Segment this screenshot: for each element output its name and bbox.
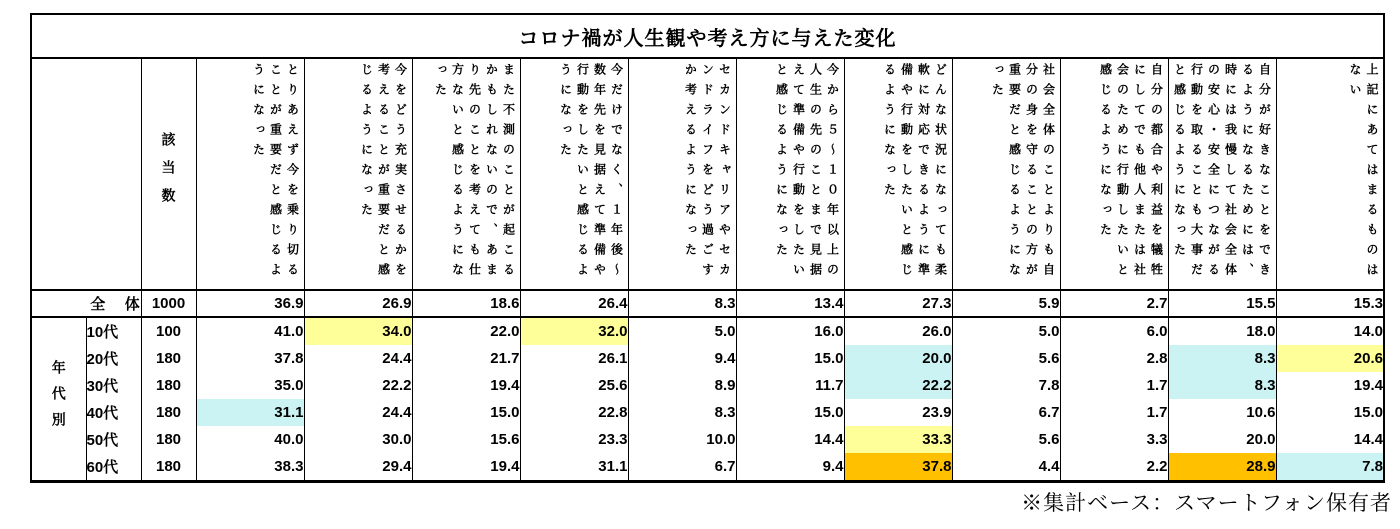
survey-table (30, 13, 1385, 483)
value-cell: 26.1 (520, 345, 628, 372)
value-cell: 27.3 (844, 290, 952, 317)
value-cell: 10.6 (1168, 399, 1276, 426)
value-cell: 6.7 (952, 399, 1060, 426)
value-cell: 8.3 (1168, 345, 1276, 372)
value-cell: 1.7 (1060, 372, 1168, 399)
value-cell: 5.0 (628, 317, 736, 345)
count-cell: 180 (141, 372, 196, 399)
row-label-cell: 30代 (86, 372, 141, 399)
value-cell: 7.8 (1276, 453, 1384, 482)
table-row-50代 (31, 426, 1384, 453)
row-label-cell (31, 290, 160, 317)
column-header-11 (1276, 58, 1384, 290)
count-cell: 180 (141, 345, 196, 372)
value-cell: 8.3 (628, 399, 736, 426)
column-header-text: また不測のことが起こるかもしれないので、あまり先のことを考えても仕方ないと感じるようになった (433, 63, 516, 283)
value-cell: 26.0 (844, 317, 952, 345)
value-cell: 15.3 (1276, 290, 1384, 317)
value-cell: 11.7 (736, 372, 844, 399)
value-cell: 19.4 (412, 372, 520, 399)
value-cell: 19.4 (412, 453, 520, 482)
value-cell: 15.0 (736, 345, 844, 372)
column-header-text: 上記にあてはまるものはない (1348, 63, 1379, 283)
value-cell: 38.3 (196, 453, 304, 482)
value-cell: 37.8 (844, 453, 952, 482)
value-cell: 14.4 (1276, 426, 1384, 453)
value-cell: 13.4 (736, 290, 844, 317)
column-header-10 (1168, 58, 1276, 290)
value-cell: 22.2 (844, 372, 952, 399)
column-header-8 (952, 58, 1060, 290)
value-cell: 14.0 (1276, 317, 1384, 345)
column-header-text: 社会全体のことよりも自分の身を守ることの方が重要だと感じるようになった (990, 63, 1056, 283)
value-cell: 2.8 (1060, 345, 1168, 372)
value-cell: 35.0 (196, 372, 304, 399)
value-cell: 21.7 (412, 345, 520, 372)
row-label-cell: 10代 (86, 317, 141, 345)
row-label-cell: 20代 (86, 345, 141, 372)
value-cell: 26.9 (304, 290, 412, 317)
column-header-9 (1060, 58, 1168, 290)
value-cell: 37.8 (196, 345, 304, 372)
column-header-4 (520, 58, 628, 290)
value-cell: 29.4 (304, 453, 412, 482)
value-cell: 22.2 (304, 372, 412, 399)
value-cell: 25.6 (520, 372, 628, 399)
value-cell: 5.6 (952, 426, 1060, 453)
table-row-30代 (31, 372, 1384, 399)
corner-cell (31, 58, 141, 290)
footnote: ※集計ベース：スマートフォン保有者 (1021, 492, 1392, 515)
title-row (31, 14, 1384, 58)
column-header-1 (196, 58, 304, 290)
column-header-6 (736, 58, 844, 290)
column-header-text: 今をどう充実させるかを考えることが重要だと感じるようになった (359, 63, 408, 283)
column-header-text: とりあえず今を乗り切ることが重要だと感じるようになった (251, 63, 300, 283)
value-cell: 34.0 (304, 317, 412, 345)
value-cell: 8.9 (628, 372, 736, 399)
table-row-10代 (31, 317, 1384, 345)
value-cell: 2.2 (1060, 453, 1168, 482)
value-cell: 8.3 (1168, 372, 1276, 399)
value-cell: 18.0 (1168, 317, 1276, 345)
value-cell: 5.6 (952, 345, 1060, 372)
table-row-20代 (31, 345, 1384, 372)
value-cell: 32.0 (520, 317, 628, 345)
column-header-text: 今から５～１０年以上の人生の先のことまで見据えて準備や行動をしたいと感じるようになった (774, 63, 840, 283)
value-cell: 6.0 (1060, 317, 1168, 345)
row-label: 全体 (90, 296, 160, 313)
value-cell: 15.0 (736, 399, 844, 426)
value-cell: 5.0 (952, 317, 1060, 345)
value-cell: 1.7 (1060, 399, 1168, 426)
value-cell: 30.0 (304, 426, 412, 453)
value-cell: 40.0 (196, 426, 304, 453)
value-cell: 20.0 (1168, 426, 1276, 453)
row-label-cell: 40代 (86, 399, 141, 426)
value-cell: 28.9 (1168, 453, 1276, 482)
value-cell: 7.8 (952, 372, 1060, 399)
count-cell: 180 (141, 399, 196, 426)
value-cell: 15.0 (412, 399, 520, 426)
value-cell: 3.3 (1060, 426, 1168, 453)
column-header-text: どんな状況になっても柔軟に対応できるように準備や行動をしたいと感じるようになった (882, 63, 948, 283)
value-cell: 18.6 (412, 290, 520, 317)
table-title: コロナ禍が人生観や考え方に与えた変化 (31, 14, 1384, 58)
column-header-text: 自分が好きなことをできるようになるためには、時には我慢して社会全体の安心・安全につながる行動を取ることも大事だと感じるようになった (1172, 63, 1272, 283)
value-cell: 6.7 (628, 453, 736, 482)
value-cell: 9.4 (736, 453, 844, 482)
value-cell: 24.4 (304, 345, 412, 372)
column-header-3 (412, 58, 520, 290)
value-cell: 9.4 (628, 345, 736, 372)
column-header-text: 自分の都合や利益を犠牲にしてでも他人または社会のために行動したいと感じるようになった (1098, 63, 1164, 283)
value-cell: 20.6 (1276, 345, 1384, 372)
value-cell: 20.0 (844, 345, 952, 372)
table-row-60代 (31, 453, 1384, 482)
value-cell: 2.7 (1060, 290, 1168, 317)
column-header-text: セカンドキャリアやセカンドライフをどう過ごすか考えるようになった (683, 63, 732, 283)
value-cell: 22.0 (412, 317, 520, 345)
value-cell: 15.6 (412, 426, 520, 453)
value-cell: 5.9 (952, 290, 1060, 317)
group-label: 年代別 (50, 360, 67, 438)
value-cell: 36.9 (196, 290, 304, 317)
count-header-label: 該当数 (160, 132, 177, 216)
value-cell: 26.4 (520, 290, 628, 317)
column-header-7 (844, 58, 952, 290)
row-label-cell: 50代 (86, 426, 141, 453)
value-cell: 15.5 (1168, 290, 1276, 317)
column-header-2 (304, 58, 412, 290)
value-cell: 41.0 (196, 317, 304, 345)
value-cell: 22.8 (520, 399, 628, 426)
count-cell: 100 (141, 317, 196, 345)
value-cell: 19.4 (1276, 372, 1384, 399)
value-cell: 23.3 (520, 426, 628, 453)
value-cell: 24.4 (304, 399, 412, 426)
value-cell: 10.0 (628, 426, 736, 453)
value-cell: 31.1 (196, 399, 304, 426)
value-cell: 14.4 (736, 426, 844, 453)
column-header-text: 今だけでなく、１年後～数年先を見据えて準備や行動をしたいと感じるようになった (558, 63, 624, 283)
value-cell: 33.3 (844, 426, 952, 453)
table-row-40代 (31, 399, 1384, 426)
column-header-5 (628, 58, 736, 290)
count-cell: 180 (141, 426, 196, 453)
value-cell: 15.0 (1276, 399, 1384, 426)
count-cell: 180 (141, 453, 196, 482)
group-label-cell (31, 317, 86, 482)
value-cell: 4.4 (952, 453, 1060, 482)
row-label-cell: 60代 (86, 453, 141, 482)
header-row (31, 58, 1384, 290)
value-cell: 23.9 (844, 399, 952, 426)
value-cell: 16.0 (736, 317, 844, 345)
value-cell: 8.3 (628, 290, 736, 317)
count-header-cell (141, 58, 196, 290)
value-cell: 31.1 (520, 453, 628, 482)
count-cell: 1000 (141, 290, 196, 317)
table-row-全体 (31, 290, 1384, 317)
